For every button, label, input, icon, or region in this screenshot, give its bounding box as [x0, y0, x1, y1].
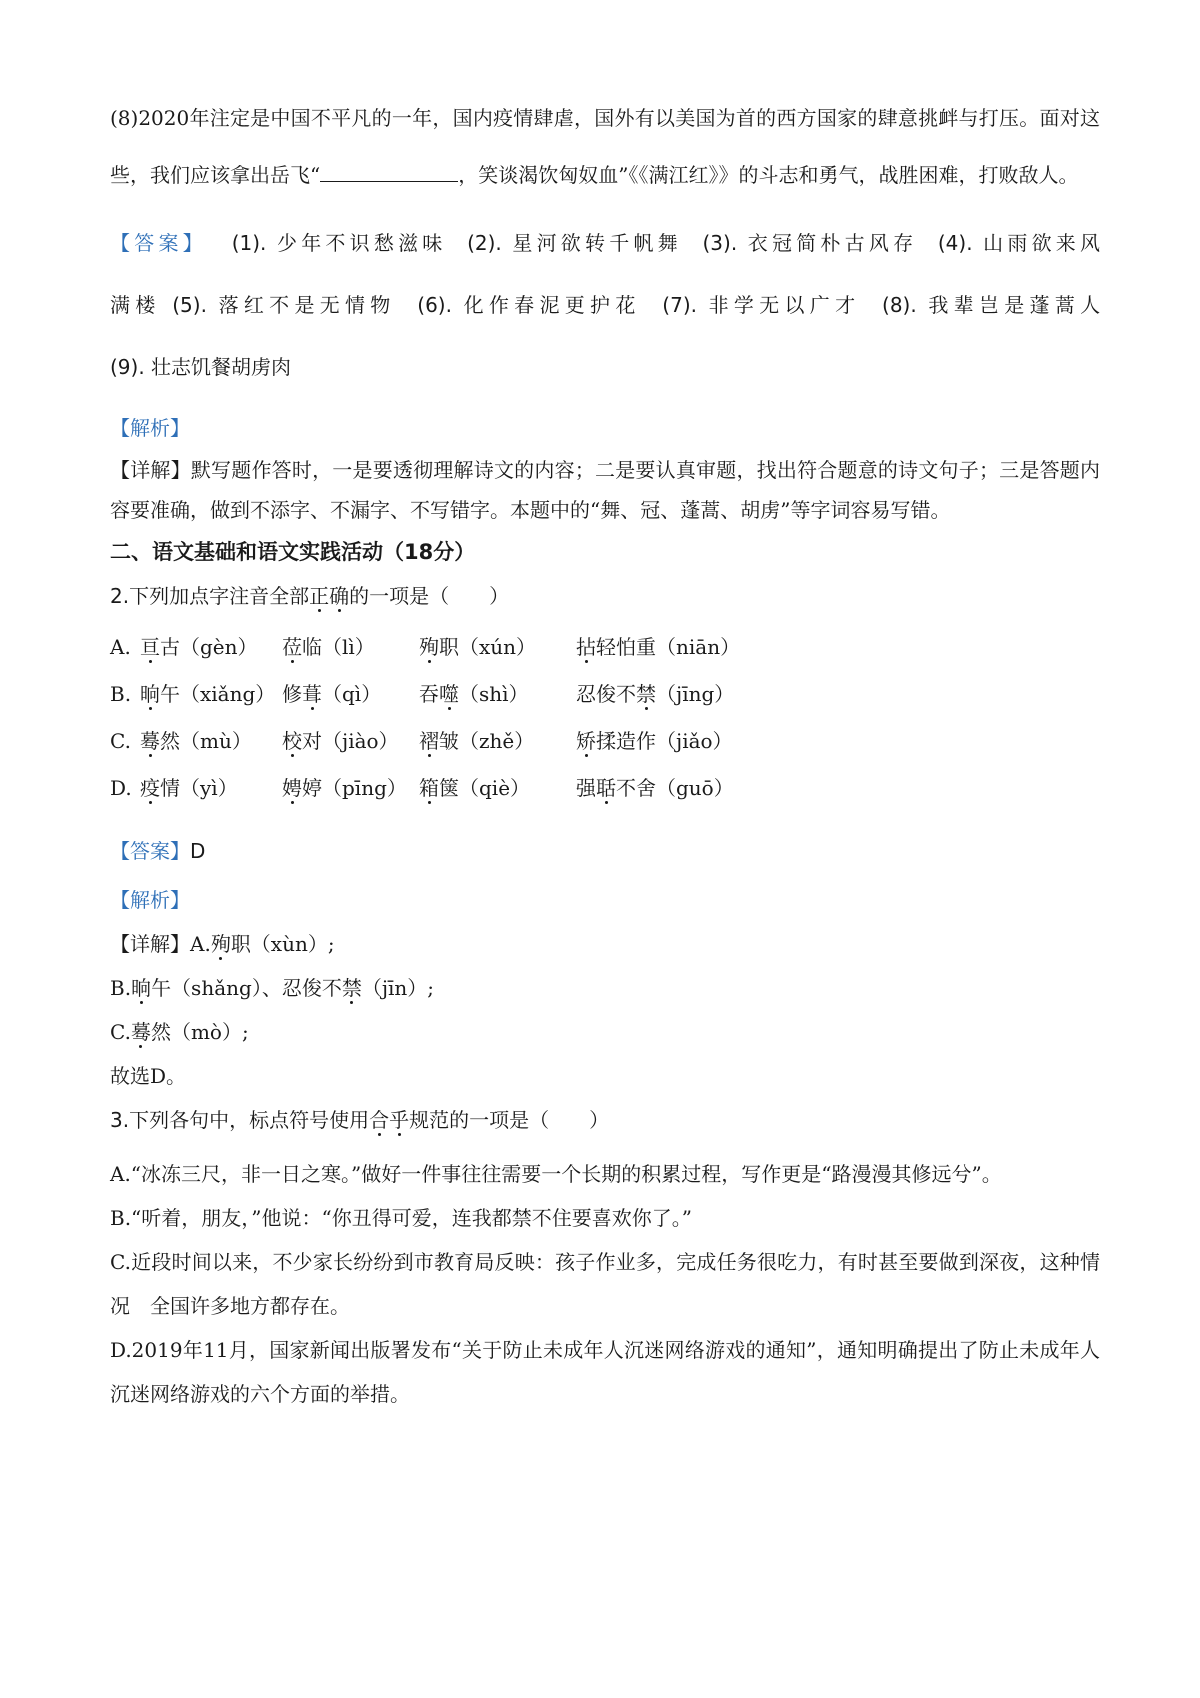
q3-option-c: C.近段时间以来，不少家长纷纷到市教育局反映：孩子作业多，完成任务很吃力，有时甚至要做到深夜，这种情况 全国许多地方都存在。 — [110, 1250, 1100, 1318]
option-row: C. 蓦然（mù） 校对（jiào） 褶皱（zhě） 矫揉造作（jiǎo） — [110, 718, 1100, 765]
answer-item: (2). 星河欲转千帆舞 — [467, 231, 682, 255]
option-item: 蓦然（mù） — [140, 729, 252, 753]
q3-option-a: A.“冰冻三尺，非一日之寒。”做好一件事往往需要一个长期的积累过程，写作更是“路漫漫其修远兮”。 — [110, 1162, 1002, 1186]
section-heading: 二、语文基础和语文实践活动（18分） — [110, 540, 476, 564]
option-item: 莅临（lì） — [282, 635, 375, 659]
option-item: 亘古（gèn） — [140, 635, 258, 659]
answer-tag: 【答案】 — [110, 231, 197, 255]
option-item: 殉职（xún） — [419, 635, 537, 659]
option-item: 拈轻怕重（niān） — [576, 635, 741, 659]
answer-line-3 — [110, 336, 1100, 398]
q3-option-b: B.“听着，朋友，”他说：“你丑得可爱，连我都禁不住要喜欢你了。” — [110, 1206, 692, 1230]
option-item: 娉婷（pīng） — [282, 776, 407, 800]
option-item: 修葺（qì） — [282, 682, 382, 706]
q3-option-d: D.2019年11月，国家新闻出版署发布“关于防止未成年人沉迷网络游戏的通知”，通知明确提出了防止未成年人沉迷网络游戏的六个方面的举措。 — [110, 1338, 1100, 1406]
question-2-title: 2.下列加点字注音全部正确的一项是（ ） — [110, 584, 510, 608]
option-item: 忍俊不禁（jīng） — [576, 682, 735, 706]
answer-item: (4). 山雨欲来风 — [937, 231, 1101, 255]
answer-item: (1). 少年不识愁滋味 — [231, 231, 447, 255]
answer-item: (8). 我辈岂是蓬蒿人 — [882, 293, 1101, 317]
fill-blank — [320, 163, 458, 182]
answer-item: (5). 落红不是无情物 — [172, 293, 396, 317]
question-2-options — [110, 624, 1100, 812]
q2-detail-a: 【详解】A.殉职（xùn）; — [110, 932, 335, 956]
q2-analysis-tag: 【解析】 — [110, 888, 190, 912]
option-item: 褶皱（zhě） — [419, 729, 535, 753]
option-row: B. 晌午（xiǎng） 修葺（qì） 吞噬（shì） 忍俊不禁（jīng） — [110, 671, 1100, 718]
answer-item: (9). 壮志饥餐胡虏肉 — [110, 355, 292, 379]
option-item: 吞噬（shì） — [419, 682, 529, 706]
analysis-tag-line: 【解析】 — [110, 416, 190, 440]
q2-answer: 【答案】D — [110, 839, 206, 863]
question-8-text: (8)2020年注定是中国不平凡的一年，国内疫情肆虐，国外有以美国为首的西方国家的肆意挑衅与打压。面对这些，我们应该拿出岳飞“ ，笑谈渴饮匈奴血”《《满江红》》的斗志和勇气，战胜困难，打败敌人。 — [110, 106, 1100, 187]
q2-conclusion: 故选D。 — [110, 1064, 187, 1088]
answer-item: (3). 衣冠简朴古风存 — [702, 231, 918, 255]
option-item: 箱箧（qiè） — [419, 776, 531, 800]
option-item: 晌午（xiǎng） — [140, 682, 276, 706]
q2-detail-c: C.蓦然（mò）; — [110, 1020, 249, 1044]
analysis-detail: 【详解】默写题作答时，一是要透彻理解诗文的内容；二是要认真审题，找出符合题意的诗文句子；三是答题内容要准确，做到不添字、不漏字、不写错字。本题中的“舞、冠、蓬蒿、胡虏”等字词容易写错。 — [110, 458, 1101, 522]
option-row: A. 亘古（gèn） 莅临（lì） 殉职（xún） 拈轻怕重（niān） — [110, 624, 1100, 671]
option-item: 疫情（yì） — [140, 776, 238, 800]
question-3-title: 3.下列各句中，标点符号使用合乎规范的一项是（ ） — [110, 1108, 610, 1132]
answer-item: (6). 化作春泥更护花 — [417, 293, 641, 317]
answer-line-1 — [110, 212, 1100, 274]
answer-item: (7). 非学无以广才 — [662, 293, 861, 317]
answer-line-2: 满楼 (5). 落红不是无情物 (6). 化作春泥更护花 (7). 非学无以广才 (8). 我辈岂是蓬蒿人 — [110, 293, 1101, 317]
option-row: D. 疫情（yì） 娉婷（pīng） 箱箧（qiè） 强聒不舍（guō） — [110, 765, 1100, 812]
document-page — [110, 90, 1100, 1416]
option-item: 校对（jiào） — [282, 729, 399, 753]
q2-detail-b: B.晌午（shǎng）、忍俊不禁（jīn）; — [110, 976, 435, 1000]
option-item: 矫揉造作（jiǎo） — [576, 729, 733, 753]
option-item: 强聒不舍（guō） — [576, 776, 734, 800]
